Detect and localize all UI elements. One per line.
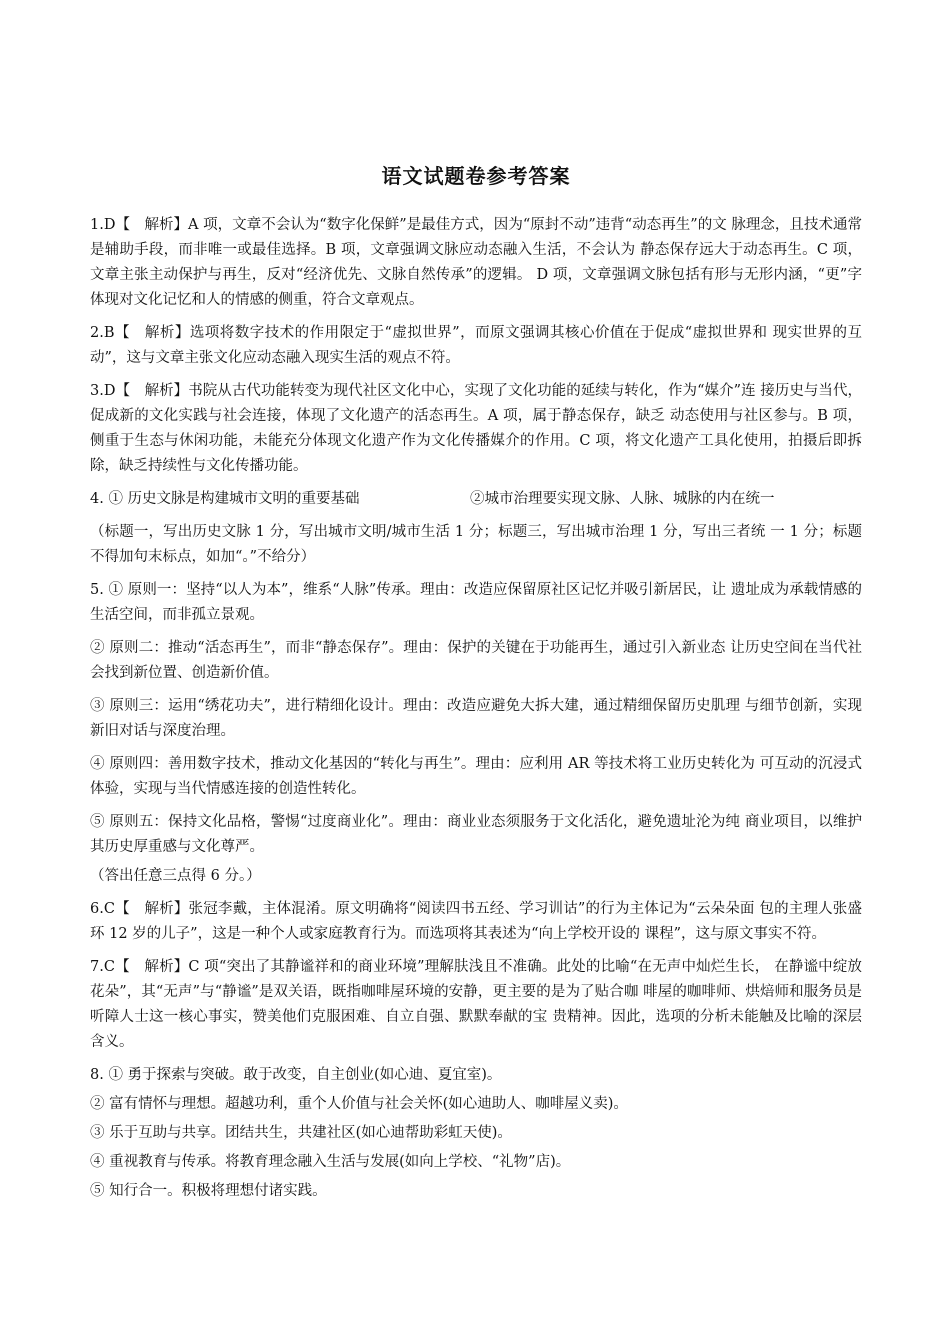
answer-q4-title-2: ②城市治理要实现文脉、人脉、城脉的内在统一 [470,491,775,507]
answer-q5-principle-2: ② 原则二：推动“活态再生”，而非“静态保存”。理由：保护的关键在于功能再生，通过引入新业态 让历史空间在当代社会找到新位置、创造新价值。 [90,640,862,681]
answer-q8-point-5: ⑤ 知行合一。积极将理想付诸实践。 [90,1183,327,1199]
answer-q4-scoring-note: （标题一，写出历史文脉 1 分，写出城市文明/城市生活 1 分；标题三，写出城市治理 1 分，写出三者统 一 1 分；标题不得加句末标点，如加“。”不给分） [90,524,862,565]
answer-q5-principle-4: ④ 原则四：善用数字技术，推动文化基因的“转化与再生”。理由：应利用 AR 等技术将工业历史转化为 可互动的沉浸式体验，实现与当代情感连接的创造性转化。 [90,756,862,797]
answer-q5-principle-5: ⑤ 原则五：保持文化品格，警惕“过度商业化”。理由：商业业态须服务于文化活化，避免遗址沦为纯 商业项目，以维护其历史厚重感与文化尊严。 [90,814,862,855]
answer-q4-titles [90,487,862,512]
answer-q4-title-1: 4. ① 历史文脉是构建城市文明的重要基础 [90,491,360,507]
answer-q8-point-2: ② 富有情怀与理想。超越功利，重个人价值与社会关怀(如心迪助人、咖啡屋义卖)。 [90,1096,628,1112]
answer-q7: 7.C【 解析】C 项“突出了其静谧祥和的商业环境”理解肤浅且不准确。此处的比喻“在无声中灿烂生长， 在静谧中绽放花朵”，其“无声”与“静谧”是双关语，既指咖啡屋环境的安静，更主要的是为了贴合咖 啡屋的咖啡师、烘焙师和服务员是听障人士这一核心事实，赞美他们克服困难、自立自强、默默奉献的宝 贵精神。因此，选项的分析未能触及比喻的深层含义。 [90,959,862,1050]
answer-q2: 2.B【 解析】选项将数字技术的作用限定于“虚拟世界”，而原文强调其核心价值在于促成“虚拟世界和 现实世界的互动”，这与文章主张文化应动态融入现实生活的观点不符。 [90,325,862,366]
answer-q5-principle-3: ③ 原则三：运用“绣花功夫”，进行精细化设计。理由：改造应避免大拆大建，通过精细保留历史肌理 与细节创新，实现新旧对话与深度治理。 [90,698,862,739]
answer-q8-point-4: ④ 重视教育与传承。将教育理念融入生活与发展(如向上学校、“礼物”店)。 [90,1154,571,1170]
answer-q5-principle-1: 5. ① 原则一：坚持“以人为本”，维系“人脉”传承。理由：改造应保留原社区记忆并吸引新居民，让 遗址成为承载情感的生活空间，而非孤立景观。 [90,582,862,623]
page-title: 语文试题卷参考答案 [381,164,571,188]
answer-document [90,160,862,1208]
answer-q8-point-1: 8. ① 勇于探索与突破。敢于改变，自主创业(如心迪、夏宜室)。 [90,1067,502,1083]
answer-q1: 1.D【 解析】A 项，文章不会认为“数字化保鲜”是最佳方式，因为“原封不动”违背“动态再生”的文 脉理念，且技术通常是辅助手段，而非唯一或最佳选择。B 项，文章强调文脉应动态融入生活，不会认为 静态保存远大于动态再生。C 项，文章主张主动保护与再生，反对“经济优先、文脉自然传承”的逻辑。 D 项，文章强调文脉包括有形与无形内涵，“更”字体现对文化记忆和人的情感的侧重，符合文章观点。 [90,217,862,308]
answer-q5-scoring-note: （答出任意三点得 6 分。） [90,868,261,884]
answer-q8-point-3: ③ 乐于互助与共享。团结共生，共建社区(如心迪帮助彩虹天使)。 [90,1125,512,1141]
answer-q3: 3.D【 解析】书院从古代功能转变为现代社区文化中心，实现了文化功能的延续与转化，作为“媒介”连 接历史与当代，促成新的文化实践与社会连接，体现了文化遗产的活态再生。A 项，属于静态保存，缺乏 动态使用与社区参与。B 项，侧重于生态与休闲功能，未能充分体现文化遗产作为文化传播媒介的作用。C 项，将文化遗产工具化使用，拍摄后即拆除，缺乏持续性与文化传播功能。 [90,383,862,474]
answer-q6: 6.C【 解析】张冠李戴，主体混淆。原文明确将“阅读四书五经、学习训诂”的行为主体记为“云朵朵面 包的主理人张盛环 12 岁的儿子”，这是一种个人或家庭教育行为。而选项将其表述为“向上学校开设的 课程”，这与原文事实不符。 [90,901,862,942]
